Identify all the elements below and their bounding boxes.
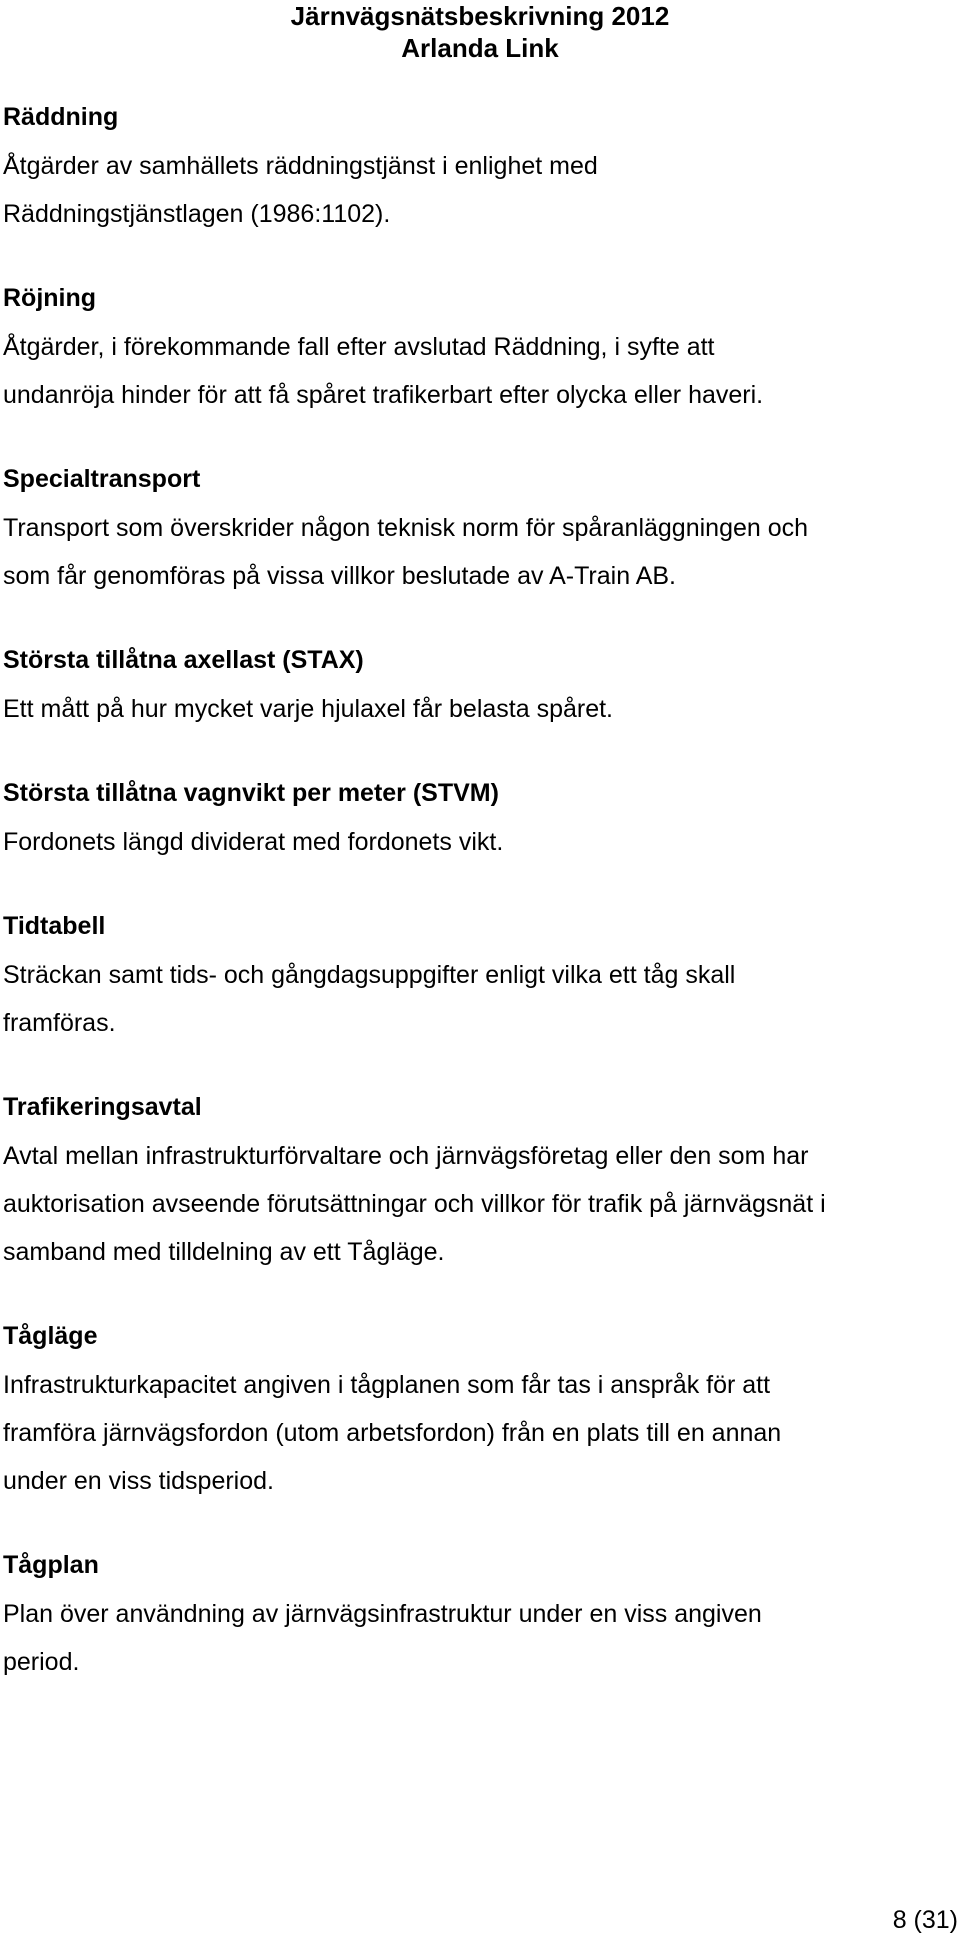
definition-line: Avtal mellan infrastrukturförvaltare och järnvägsföretag eller den som har xyxy=(3,1142,809,1170)
glossary-entry xyxy=(3,1085,953,1276)
definition-line: auktorisation avseende förutsättningar och villkor för trafik på järnvägsnät i xyxy=(3,1190,826,1218)
glossary-list xyxy=(3,95,953,1724)
glossary-definition xyxy=(3,1361,953,1505)
glossary-term: Största tillåtna vagnvikt per meter (STVM) xyxy=(3,779,499,807)
glossary-definition xyxy=(3,1132,953,1276)
definition-line: Åtgärder, i förekommande fall efter avslutad Räddning, i syfte att xyxy=(3,333,715,361)
glossary-entry xyxy=(3,638,953,733)
definition-line: framföra järnvägsfordon (utom arbetsfordon) från en plats till en annan xyxy=(3,1419,782,1447)
definition-line: samband med tilldelning av ett Tågläge. xyxy=(3,1238,445,1266)
definition-line: Transport som överskrider någon teknisk norm för spåranläggningen och xyxy=(3,514,809,542)
definition-line: period. xyxy=(3,1648,80,1676)
glossary-definition xyxy=(3,504,953,600)
glossary-term: Tidtabell xyxy=(3,912,106,940)
glossary-term: Tågläge xyxy=(3,1322,98,1350)
glossary-entry xyxy=(3,771,953,866)
glossary-entry xyxy=(3,1543,953,1686)
glossary-term: Trafikeringsavtal xyxy=(3,1093,202,1121)
definition-line: som får genomföras på vissa villkor beslutade av A-Train AB. xyxy=(3,562,676,590)
definition-line: Infrastrukturkapacitet angiven i tågplanen som får tas i anspråk för att xyxy=(3,1371,771,1399)
glossary-definition xyxy=(3,818,953,866)
page-number: 8 (31) xyxy=(892,1906,958,1934)
page-header xyxy=(0,0,960,64)
definition-line: Ett mått på hur mycket varje hjulaxel får belasta spåret. xyxy=(3,695,613,723)
definition-line: framföras. xyxy=(3,1009,116,1037)
glossary-definition xyxy=(3,323,953,419)
document-subtitle: Arlanda Link xyxy=(401,33,559,63)
glossary-entry xyxy=(3,276,953,419)
glossary-entry xyxy=(3,457,953,600)
glossary-entry xyxy=(3,95,953,238)
definition-line: undanröja hinder för att få spåret trafikerbart efter olycka eller haveri. xyxy=(3,381,764,409)
glossary-definition xyxy=(3,142,953,238)
glossary-term: Specialtransport xyxy=(3,465,201,493)
glossary-definition xyxy=(3,1590,953,1686)
document-title: Järnvägsnätsbeskrivning 2012 xyxy=(290,1,670,31)
definition-line: Räddningstjänstlagen (1986:1102). xyxy=(3,200,391,228)
definition-line: Åtgärder av samhällets räddningstjänst i enlighet med xyxy=(3,152,598,180)
definition-line: Sträckan samt tids- och gångdagsuppgifter enligt vilka ett tåg skall xyxy=(3,961,736,989)
glossary-definition xyxy=(3,685,953,733)
glossary-entry xyxy=(3,1314,953,1505)
glossary-term: Största tillåtna axellast (STAX) xyxy=(3,646,364,674)
glossary-entry xyxy=(3,904,953,1047)
definition-line: Plan över användning av järnvägsinfrastruktur under en viss angiven xyxy=(3,1600,762,1628)
definition-line: under en viss tidsperiod. xyxy=(3,1467,274,1495)
glossary-term: Räddning xyxy=(3,103,119,131)
glossary-term: Röjning xyxy=(3,284,97,312)
glossary-term: Tågplan xyxy=(3,1551,99,1579)
definition-line: Fordonets längd dividerat med fordonets vikt. xyxy=(3,828,504,856)
glossary-definition xyxy=(3,951,953,1047)
